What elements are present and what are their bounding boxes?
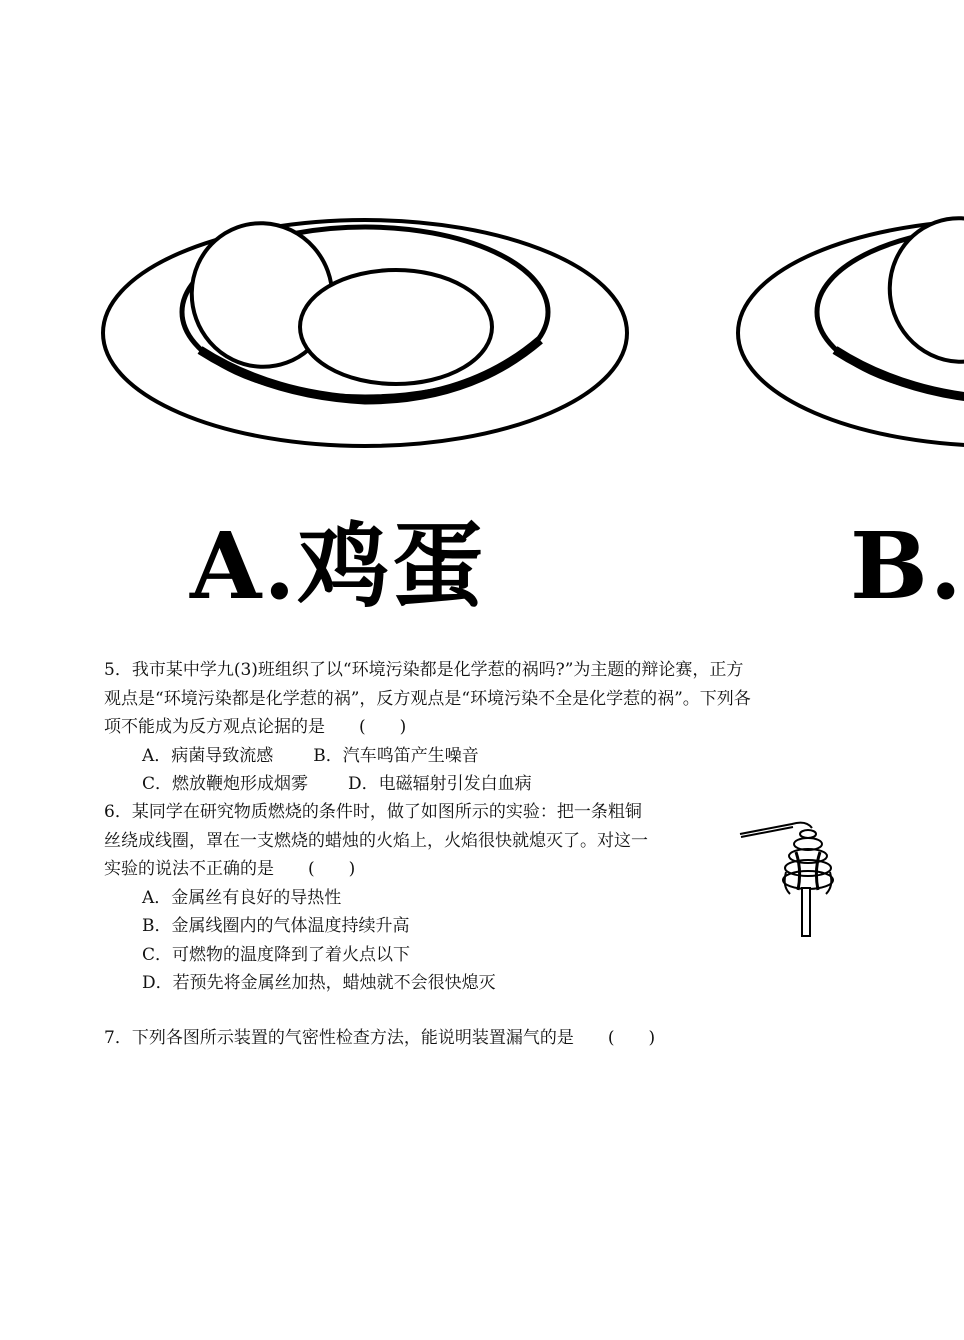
question-6-line-3: 实验的说法不正确的是 ( ): [104, 859, 356, 879]
question-7: [104, 1024, 655, 1053]
q6-option-b: B．金属线圈内的气体温度持续升高: [142, 916, 410, 936]
question-5-line-2: 观点是“环境污染都是化学惹的祸”，反方观点是“环境污染不全是化学惹的祸”。下列各: [104, 688, 751, 709]
question-5: [104, 656, 751, 799]
question-5-options-row-2: [104, 770, 751, 799]
question-5-line-1: 5．我市某中学九(3)班组织了以“环境污染都是化学惹的祸吗?”为主题的辩论赛，正方: [104, 660, 744, 680]
q5-option-b: B．汽车鸣笛产生噪音: [313, 745, 479, 766]
q5-option-c: C．燃放鞭炮形成烟雾: [142, 774, 309, 794]
question-6-line-2: 丝绕成线圈，罩在一支燃烧的蜡烛的火焰上，火焰很快就熄灭了。对这一: [104, 830, 648, 851]
question-7-line-1: 7．下列各图所示装置的气密性检查方法，能说明装置漏气的是 ( ): [104, 1028, 656, 1048]
food-figure: [0, 0, 964, 630]
q6-option-d: D．若预先将金属丝加热，蜡烛就不会很快熄灭: [142, 973, 496, 993]
option-a-label: A.鸡蛋: [190, 512, 486, 620]
q5-option-a: A．病菌导致流感: [142, 745, 274, 766]
q5-option-d: D．电磁辐射引发白血病: [348, 774, 532, 794]
coil-candle-illustration: [736, 812, 842, 942]
copper-coil-candle-figure: [736, 812, 842, 942]
option-b-label: B.: [850, 512, 964, 620]
q6-option-a: A．金属丝有良好的导热性: [142, 887, 342, 908]
question-5-line-3: 项不能成为反方观点论据的是 ( ): [104, 717, 407, 737]
plate-a: [103, 203, 627, 446]
plate-b: [738, 198, 964, 446]
question-6-line-1: 6．某同学在研究物质燃烧的条件时，做了如图所示的实验：把一条粗铜: [104, 802, 642, 822]
question-6: [104, 798, 648, 998]
question-5-options-row-1: [104, 742, 751, 771]
q6-option-c: C．可燃物的温度降到了着火点以下: [142, 944, 411, 965]
